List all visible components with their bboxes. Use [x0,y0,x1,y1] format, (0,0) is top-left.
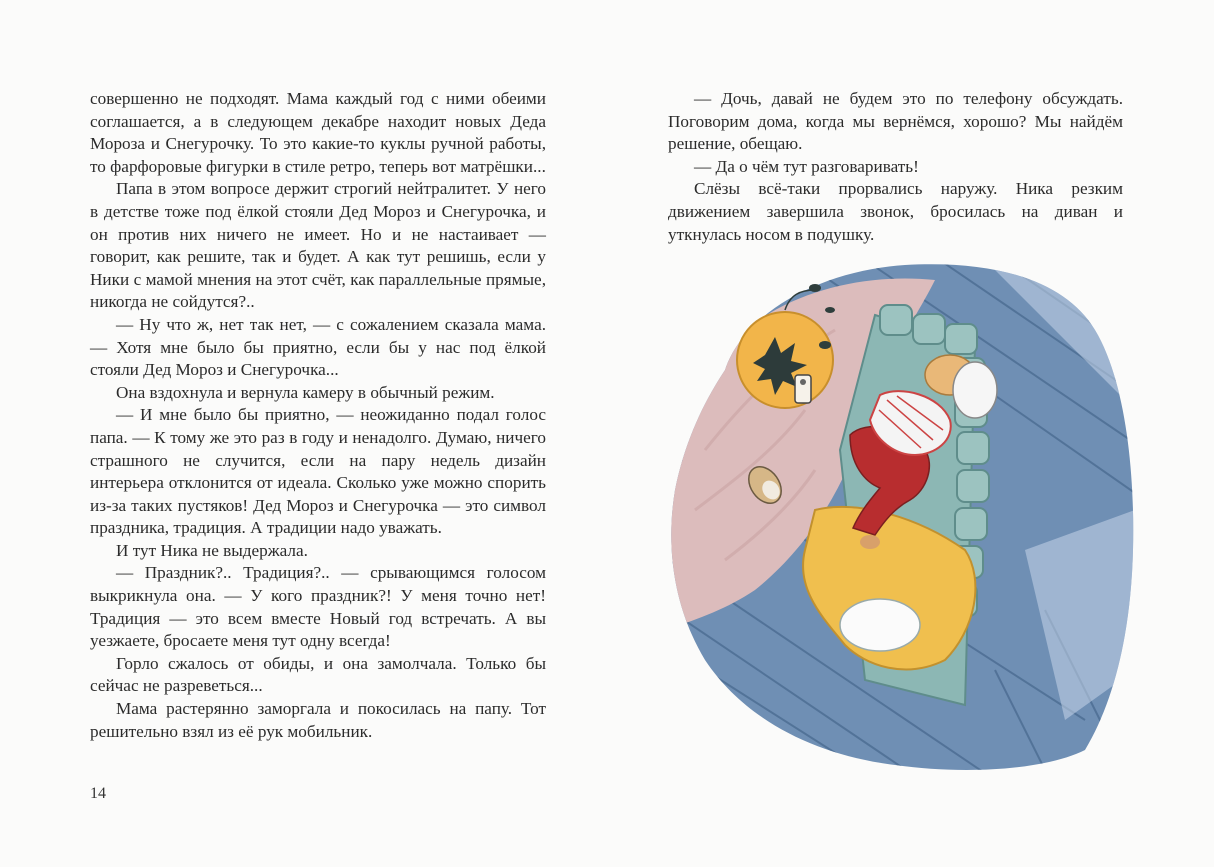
right-text-column [668,88,1123,246]
paragraph: Горло сжалось от обиды, и она замолчала. Только бы сейчас не разреветься... [90,653,546,696]
paragraph: — И мне было бы приятно, — неожиданно подал голос папа. — К тому же это раз в году и ненадолго. Думаю, ничего страшного не случится, если на пару недель дизайн интерьера отклонится от идеала. Сколько уже можно спорить из-за таких пустяков! Дед Мороз и Снегурочка — это символ праздника, традиция. А традиции надо уважать. [90,405,546,538]
paragraph: — Дочь, давай не будем это по телефону обсуждать. Поговорим дома, когда мы вернёмся, хорошо? Мы найдём решение, обещаю. [668,89,1123,154]
paragraph: И тут Ника не выдержала. [116,540,308,560]
page-number: 14 [90,785,106,802]
left-text-column [90,88,546,743]
foot [860,535,880,549]
paragraph: Она вздохнула и вернула камеру в обычный режим. [116,382,495,402]
pillow [840,599,920,651]
paragraph: — Да о чём тут разговаривать! [694,156,919,176]
paragraph: Слёзы всё-таки прорвались наружу. Ника резким движением завершила звонок, бросилась на диван и уткнулась носом в подушку. [668,179,1123,244]
paragraph: совершенно не подходят. Мама каждый год с ними обеими соглашается, а в следующем декабре находит новых Деда Мороза и Снегурочку. То это какие-то куклы ручной работы, то фарфоровые фигурки в стиле ретро, теперь вот матрёшки... [90,89,546,176]
illustration-girl-on-sofa [665,250,1135,775]
right-page [607,0,1214,867]
paragraph: Мама растерянно заморгала и покосилась на папу. Тот решительно взял из её рук мобильник. [90,699,546,741]
paragraph: Папа в этом вопросе держит строгий нейтралитет. У него в детстве тоже под ёлкой стояли Дед Мороз и Снегурочка, и он против них ничего не имеет. Но и не настаивает — говорит, как решите, так и будет. А как тут решишь, если у Ники с мамой мнения на этот счёт, как параллельные прямые, никогда не сойдутся?.. [90,179,546,312]
paragraph: — Праздник?.. Традиция?.. — срывающимся голосом выкрикнула она. — У кого праздник?! У меня точно нет! Традиция — это всем вместе Новый год встречать. А вы уезжаете, бросаете меня тут одну всегда! [90,563,546,651]
head-pillow [953,362,997,418]
paragraph: — Ну что ж, нет так нет, — с сожалением сказала мама. — Хотя мне было бы приятно, если бы у нас под ёлкой стояли Дед Мороз и Снегурочка... [90,314,546,380]
